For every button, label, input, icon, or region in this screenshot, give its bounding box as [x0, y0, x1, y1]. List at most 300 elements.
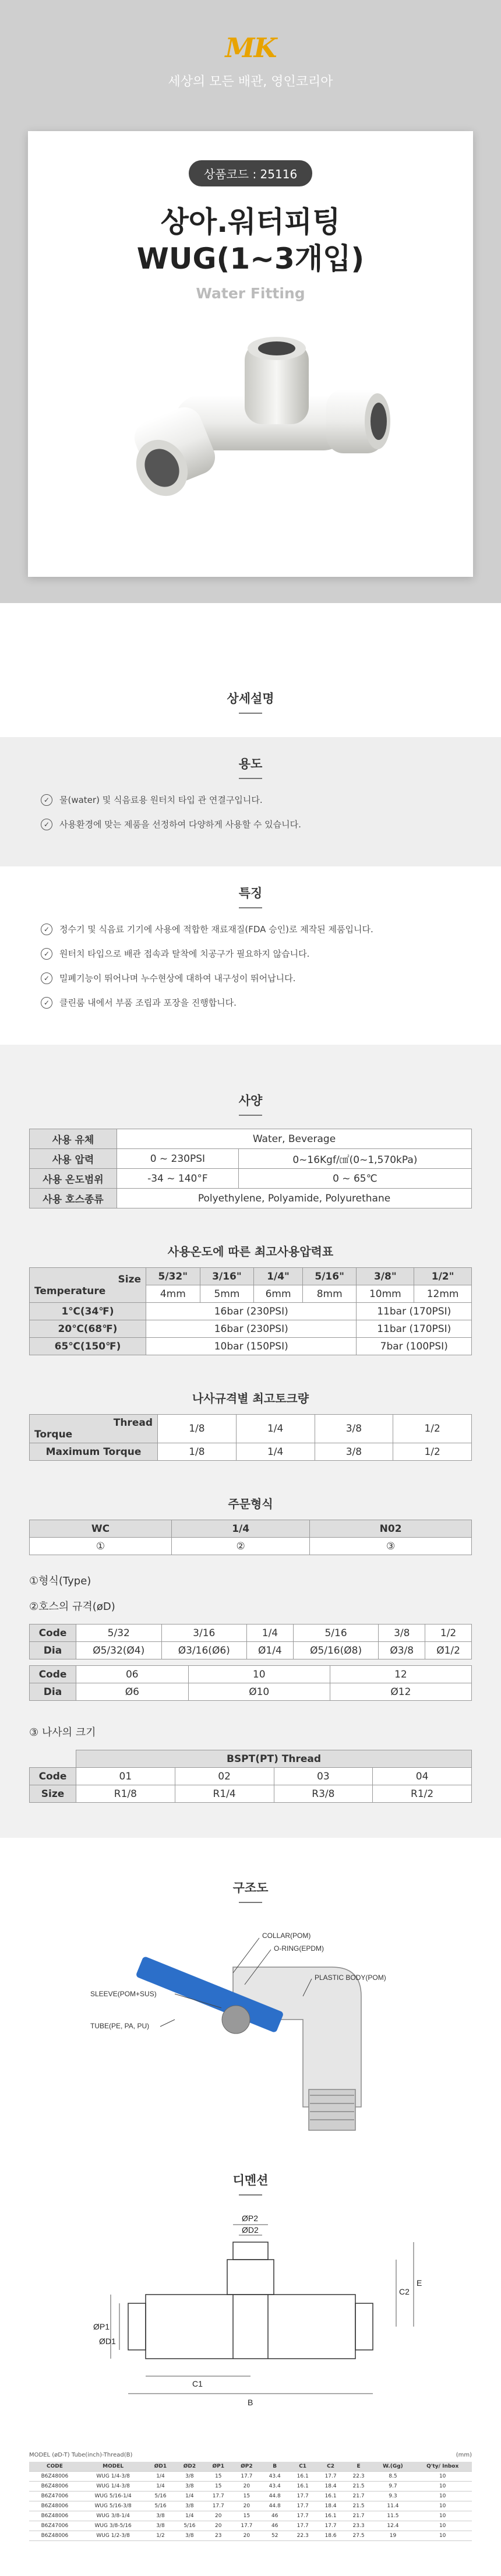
table-cell: 10: [413, 2531, 472, 2541]
pressure-cell: 11bar (170PSI): [357, 1303, 472, 1320]
table-cell: WUG 5/16-1/4: [80, 2492, 146, 2501]
table-cell: 19: [373, 2531, 414, 2541]
dim-label-e: E: [417, 2278, 422, 2288]
pressure-cell: 10bar (150PSI): [146, 1338, 357, 1355]
hose-code: 3/16: [161, 1624, 247, 1642]
heading-divider: [239, 907, 262, 908]
structure-diagram: [58, 1915, 443, 2148]
table-cell: 21.5: [345, 2482, 373, 2492]
hero-section: [0, 0, 501, 603]
table-cell: 46: [261, 2511, 289, 2521]
product-subtitle: Water Fitting: [196, 285, 305, 302]
hose-code: 1/2: [425, 1624, 472, 1642]
table-row: [30, 1624, 472, 1642]
size-mm: 6mm: [254, 1285, 303, 1303]
torque-block: [0, 1389, 501, 1461]
hose-dia: Ø5/16(Ø8): [293, 1642, 379, 1659]
table-cell: 17.7: [204, 2492, 232, 2501]
table-cell: 11.4: [373, 2501, 414, 2511]
order-mark: ③: [310, 1538, 472, 1555]
table-row: [30, 1129, 472, 1149]
column-header: C1: [289, 2462, 317, 2472]
table-row: [30, 1538, 472, 1555]
table-cell: 27.5: [345, 2531, 373, 2541]
brand-slogan: 세상의 모든 배관, 영인코리아: [168, 75, 333, 89]
size-mm: 4mm: [146, 1285, 200, 1303]
table-row: [30, 1303, 472, 1320]
list-item-text: 원터치 타입으로 배관 접속과 탈착에 치공구가 필요하지 않습니다.: [59, 949, 310, 959]
table-cell: 9.7: [373, 2482, 414, 2492]
table-cell: 5/16: [175, 2521, 204, 2531]
table-cell: 18.4: [317, 2501, 345, 2511]
spec-value: 0 ~ 65℃: [238, 1169, 471, 1189]
table-row: [29, 2521, 472, 2531]
column-header: ØP1: [204, 2462, 232, 2472]
dim-label-p2: ØP2: [242, 2214, 259, 2223]
table-cell: B6Z48006: [29, 2531, 80, 2541]
product-image: [99, 325, 402, 517]
detail-heading: [0, 689, 501, 714]
order-col: 1/4: [172, 1520, 310, 1538]
list-item: [41, 997, 460, 1009]
table-row: [30, 1189, 472, 1208]
temp-label: Temperature: [34, 1285, 106, 1297]
product-code-badge: 상품코드 : 25116: [189, 160, 312, 186]
table-cell: 20: [232, 2482, 261, 2492]
label-oring: O-RING(EPDM): [274, 1944, 324, 1953]
order-mark: ①: [30, 1538, 172, 1555]
blank-cell: [30, 1750, 76, 1768]
screw-code-label: Code: [30, 1768, 76, 1785]
hose-code: 5/32: [76, 1624, 162, 1642]
spec-section: [0, 1045, 501, 1838]
max-torque-label: Maximum Torque: [30, 1443, 158, 1461]
thread-cell: 1/8: [158, 1415, 237, 1443]
thread-cell: 1/4: [236, 1415, 315, 1443]
column-header: CODE: [29, 2462, 80, 2472]
dim-label-d1: ØD1: [99, 2337, 116, 2346]
hose-dia-label: Dia: [30, 1642, 76, 1659]
hose-code: 3/8: [379, 1624, 425, 1642]
size-mm: 10mm: [357, 1285, 414, 1303]
spec-label: 사용 온도범위: [30, 1169, 117, 1189]
screw-code: 01: [76, 1768, 175, 1785]
dimension-caption-text: MODEL (øD-T) Tube(inch)-Thread(B): [29, 2452, 133, 2458]
heading-divider: [239, 778, 262, 779]
check-icon: ✓: [41, 819, 52, 830]
table-cell: 8.5: [373, 2472, 414, 2482]
size-inch: 5/16": [302, 1268, 357, 1285]
table-row: [29, 2482, 472, 2492]
pressure-heading: 사용온도에 따른 최고사용압력표: [167, 1245, 334, 1259]
table-cell: 15: [232, 2511, 261, 2521]
table-cell: 1/4: [175, 2511, 204, 2521]
hose-dia: Ø1/2: [425, 1642, 472, 1659]
list-item-text: 밀폐기능이 뛰어나며 누수현상에 대하여 내구성이 뛰어납니다.: [59, 973, 296, 984]
order-heading: 주문형식: [228, 1497, 273, 1511]
table-cell: 18.4: [317, 2482, 345, 2492]
table-cell: B6Z48006: [29, 2501, 80, 2511]
column-header: W.(Gg): [373, 2462, 414, 2472]
spec-value: Polyethylene, Polyamide, Polyurethane: [117, 1189, 472, 1208]
column-header: Q'ty/ Inbox: [413, 2462, 472, 2472]
list-item: [41, 972, 460, 984]
product-title: [28, 204, 473, 277]
order-table: [29, 1520, 472, 1555]
table-row: [29, 2472, 472, 2482]
features-box: [0, 866, 501, 1045]
table-cell: WUG 1/4-3/8: [80, 2472, 146, 2482]
table-row: [30, 1169, 472, 1189]
torque-cell: 1/2: [393, 1443, 472, 1461]
table-row: [30, 1785, 472, 1803]
table-cell: 10: [413, 2492, 472, 2501]
table-cell: 22.3: [289, 2531, 317, 2541]
dim-label-p1: ØP1: [93, 2322, 110, 2331]
table-cell: 3/8: [146, 2521, 175, 2531]
table-cell: 17.7: [232, 2472, 261, 2482]
hose-dia: Ø1/4: [247, 1642, 294, 1659]
spec-value: 0 ~ 230PSI: [117, 1149, 239, 1169]
hose-code: 1/4: [247, 1624, 294, 1642]
table-cell: 20: [204, 2521, 232, 2531]
table-cell: 1/4: [175, 2492, 204, 2501]
spec-block: [0, 1091, 501, 1208]
structure-section: [0, 1838, 501, 2576]
thread-cell: 3/8: [315, 1415, 393, 1443]
hose-code: 5/16: [293, 1624, 379, 1642]
list-item-text: 물(water) 및 식음료용 원터치 타입 관 연결구입니다.: [59, 795, 263, 805]
table-cell: WUG 3/8-1/4: [80, 2511, 146, 2521]
spec-heading: [0, 1091, 501, 1116]
table-cell: B6Z48006: [29, 2511, 80, 2521]
check-icon: ✓: [41, 948, 52, 960]
table-cell: 17.7: [289, 2501, 317, 2511]
table-cell: 17.7: [317, 2521, 345, 2531]
table-cell: 3/8: [175, 2501, 204, 2511]
spec-table: [29, 1129, 472, 1208]
column-header: B: [261, 2462, 289, 2472]
spec-label: 사용 압력: [30, 1149, 117, 1169]
column-header: MODEL: [80, 2462, 146, 2472]
table-cell: 43.4: [261, 2472, 289, 2482]
footer-spacer: [0, 2541, 501, 2576]
list-item: [41, 948, 460, 960]
temp-cell: 1℃(34℉): [30, 1303, 146, 1320]
order-col: WC: [30, 1520, 172, 1538]
screw-code: 04: [373, 1768, 472, 1785]
list-item: [41, 794, 460, 806]
size-mm: 5mm: [200, 1285, 254, 1303]
table-cell: 22.3: [345, 2472, 373, 2482]
table-cell: WUG 1/4-3/8: [80, 2482, 146, 2492]
list-item: [41, 924, 460, 935]
table-row: [30, 1520, 472, 1538]
dimension-caption: [29, 2452, 472, 2458]
table-cell: 5/16: [146, 2501, 175, 2511]
table-cell: WUG 1/2-3/8: [80, 2531, 146, 2541]
table-cell: 1/4: [146, 2472, 175, 2482]
screw-code: 03: [274, 1768, 373, 1785]
column-header: ØD2: [175, 2462, 204, 2472]
pressure-cell: 16bar (230PSI): [146, 1320, 357, 1338]
list-item-text: 정수기 및 식음료 기기에 사용에 적합한 재료재질(FDA 승인)로 제작된 제품입니다.: [59, 924, 373, 935]
table-cell: 12.4: [373, 2521, 414, 2531]
table-cell: 17.7: [289, 2511, 317, 2521]
screw-table: [29, 1750, 472, 1803]
table-cell: 3/8: [175, 2531, 204, 2541]
dimension-unit: (mm): [456, 2452, 472, 2458]
dim-label-c1: C1: [192, 2379, 203, 2388]
table-cell: 21.7: [345, 2492, 373, 2501]
features-heading: [0, 884, 501, 908]
table-cell: 17.7: [289, 2521, 317, 2531]
table-cell: 10: [413, 2511, 472, 2521]
thread-title: BSPT(PT) Thread: [76, 1750, 472, 1768]
table-row: [30, 1415, 472, 1443]
heading-divider: [239, 713, 262, 714]
check-icon: ✓: [41, 924, 52, 935]
column-header: C2: [317, 2462, 345, 2472]
table-cell: B6Z48006: [29, 2472, 80, 2482]
spec-value: -34 ~ 140°F: [117, 1169, 239, 1189]
table-row: [30, 1338, 472, 1355]
label-body: PLASTIC BODY(POM): [315, 1974, 386, 1982]
hose-code-label: Code: [30, 1624, 76, 1642]
table-cell: 44.8: [261, 2501, 289, 2511]
table-cell: 44.8: [261, 2492, 289, 2501]
screw-label: ③ 나사의 크기: [29, 1726, 96, 1739]
table-cell: 15: [204, 2482, 232, 2492]
hose-dia: Ø3/8: [379, 1642, 425, 1659]
table-cell: 10: [413, 2521, 472, 2531]
heading-divider: [239, 1115, 262, 1116]
table-row: [29, 2492, 472, 2501]
dimension-heading-text: 디멘션: [232, 2173, 269, 2187]
table-cell: B6Z47006: [29, 2521, 80, 2531]
label-tube: TUBE(PE, PA, PU): [90, 2022, 150, 2030]
structure-heading-text: 구조도: [232, 1881, 269, 1895]
size-inch: 3/16": [200, 1268, 254, 1285]
screw-size-label: Size: [30, 1785, 76, 1803]
hose-code: 10: [188, 1666, 330, 1683]
heading-divider: [239, 1902, 262, 1903]
hose-code: 06: [76, 1666, 189, 1683]
size-mm: 12mm: [414, 1285, 472, 1303]
heading-divider: [239, 2194, 262, 2196]
table-cell: 10: [413, 2482, 472, 2492]
table-row: [30, 1149, 472, 1169]
table-cell: 16.1: [289, 2472, 317, 2482]
table-cell: 10: [413, 2501, 472, 2511]
label-sleeve: SLEEVE(POM+SUS): [90, 1990, 157, 1998]
brand-header: [0, 0, 501, 90]
hose-table-2: [29, 1665, 472, 1701]
dimension-heading: [0, 2171, 501, 2196]
table-cell: 23.3: [345, 2521, 373, 2531]
spec-value: Water, Beverage: [117, 1129, 472, 1149]
table-cell: 17.7: [317, 2472, 345, 2482]
table-row: [30, 1320, 472, 1338]
screw-size: R1/4: [175, 1785, 274, 1803]
detail-section: [0, 603, 501, 1045]
pressure-cell: 11bar (170PSI): [357, 1320, 472, 1338]
table-cell: 17.7: [232, 2521, 261, 2531]
size-inch: 1/2": [414, 1268, 472, 1285]
table-row: [30, 1268, 472, 1285]
torque-heading: 나사규격별 최고토크량: [192, 1391, 309, 1405]
table-row: [29, 2511, 472, 2521]
table-cell: B6Z47006: [29, 2492, 80, 2501]
thread-label: Thread: [113, 1417, 153, 1429]
table-cell: 20: [232, 2531, 261, 2541]
table-row: [30, 1750, 472, 1768]
size-inch: 5/32": [146, 1268, 200, 1285]
size-inch: 3/8": [357, 1268, 414, 1285]
order-mark: ②: [172, 1538, 310, 1555]
features-heading-text: 특징: [238, 886, 263, 900]
detail-heading-text: 상세설명: [227, 692, 274, 706]
torque-table: [29, 1414, 472, 1461]
table-cell: 16.1: [289, 2482, 317, 2492]
table-cell: 20: [204, 2511, 232, 2521]
table-cell: 10: [413, 2472, 472, 2482]
column-header: ØP2: [232, 2462, 261, 2472]
column-header: E: [345, 2462, 373, 2472]
thread-cell: 1/2: [393, 1415, 472, 1443]
table-row: [30, 1443, 472, 1461]
features-list: [41, 924, 460, 1009]
table-cell: 11.5: [373, 2511, 414, 2521]
table-cell: 1/2: [146, 2531, 175, 2541]
size-temp-header: [30, 1268, 146, 1303]
table-row: [29, 2501, 472, 2511]
table-cell: 17.7: [289, 2492, 317, 2501]
table-cell: 15: [232, 2492, 261, 2501]
table-cell: 16.1: [317, 2511, 345, 2521]
brand-logo: MK: [225, 32, 276, 64]
hose-code: 12: [330, 1666, 471, 1683]
temp-cell: 65℃(150℉): [30, 1338, 146, 1355]
table-row: [30, 1683, 472, 1701]
dim-label-c2: C2: [399, 2287, 410, 2296]
dimension-drawing: [58, 2207, 443, 2452]
pressure-block: [0, 1242, 501, 1355]
torque-label: Torque: [34, 1429, 73, 1440]
table-cell: 16.1: [317, 2492, 345, 2501]
product-title-line1: 상아.워터피팅: [160, 205, 341, 239]
table-row: [30, 1642, 472, 1659]
table-cell: 23: [204, 2531, 232, 2541]
usage-box: [0, 737, 501, 866]
table-cell: 52: [261, 2531, 289, 2541]
thread-torque-header: [30, 1415, 158, 1443]
check-icon: ✓: [41, 794, 52, 806]
temp-cell: 20℃(68℉): [30, 1320, 146, 1338]
product-title-line2: WUG(1~3개입): [136, 241, 365, 276]
size-mm: 8mm: [302, 1285, 357, 1303]
hose-dia-label: Dia: [30, 1683, 76, 1701]
table-cell: B6Z48006: [29, 2482, 80, 2492]
table-cell: 20: [232, 2501, 261, 2511]
table-cell: 3/8: [175, 2482, 204, 2492]
hose-label: ②호스의 규격(øD): [29, 1601, 115, 1613]
check-icon: ✓: [41, 997, 52, 1009]
list-item-text: 클린룸 내에서 부품 조립과 포장을 진행합니다.: [59, 998, 237, 1008]
torque-cell: 1/8: [158, 1443, 237, 1461]
screw-size: R1/8: [76, 1785, 175, 1803]
table-cell: 3/8: [175, 2472, 204, 2482]
table-cell: 21.7: [345, 2511, 373, 2521]
check-icon: ✓: [41, 972, 52, 984]
table-cell: 17.7: [204, 2501, 232, 2511]
torque-cell: 1/4: [236, 1443, 315, 1461]
pressure-table: [29, 1267, 472, 1355]
dim-label-b: B: [248, 2398, 253, 2407]
table-cell: 1/4: [146, 2482, 175, 2492]
table-cell: 18.6: [317, 2531, 345, 2541]
column-header: ØD1: [146, 2462, 175, 2472]
dim-label-d2: ØD2: [242, 2225, 259, 2235]
table-cell: 3/8: [146, 2511, 175, 2521]
order-block: [0, 1495, 501, 1555]
list-item: [41, 819, 460, 830]
spec-label: 사용 유체: [30, 1129, 117, 1149]
table-cell: WUG 3/8-5/16: [80, 2521, 146, 2531]
table-cell: 21.5: [345, 2501, 373, 2511]
list-item-text: 사용환경에 맞는 제품을 선정하여 다양하게 사용할 수 있습니다.: [59, 819, 301, 830]
table-row: [30, 1666, 472, 1683]
hose-code-label: Code: [30, 1666, 76, 1683]
table-cell: 15: [204, 2472, 232, 2482]
hose-table-1: [29, 1624, 472, 1659]
pressure-cell: 16bar (230PSI): [146, 1303, 357, 1320]
usage-list: [41, 794, 460, 830]
screw-size: R1/2: [373, 1785, 472, 1803]
structure-heading: [0, 1879, 501, 1903]
hose-dia: Ø5/32(Ø4): [76, 1642, 162, 1659]
table-cell: 46: [261, 2521, 289, 2531]
table-cell: WUG 5/16-3/8: [80, 2501, 146, 2511]
torque-cell: 3/8: [315, 1443, 393, 1461]
size-inch: 1/4": [254, 1268, 303, 1285]
hose-dia: Ø3/16(Ø6): [161, 1642, 247, 1659]
hose-dia: Ø6: [76, 1683, 189, 1701]
hose-dia: Ø12: [330, 1683, 471, 1701]
screw-code: 02: [175, 1768, 274, 1785]
table-row: [29, 2531, 472, 2541]
hose-dia: Ø10: [188, 1683, 330, 1701]
usage-heading-text: 용도: [238, 757, 263, 771]
spec-heading-text: 사양: [238, 1094, 263, 1108]
label-collar: COLLAR(POM): [262, 1932, 311, 1940]
order-col: N02: [310, 1520, 472, 1538]
usage-heading: [0, 755, 501, 779]
product-card: [28, 131, 473, 577]
table-cell: 43.4: [261, 2482, 289, 2492]
size-label: Size: [118, 1273, 141, 1285]
table-cell: 9.3: [373, 2492, 414, 2501]
spec-value: 0~16Kgf/㎠(0~1,570kPa): [238, 1149, 471, 1169]
pressure-cell: 7bar (100PSI): [357, 1338, 472, 1355]
table-row: [30, 1768, 472, 1785]
screw-size: R3/8: [274, 1785, 373, 1803]
dimension-table: [29, 2462, 472, 2541]
table-cell: 5/16: [146, 2492, 175, 2501]
table-header-row: [29, 2462, 472, 2472]
type-label: ①형식(Type): [29, 1575, 91, 1587]
spec-label: 사용 호스종류: [30, 1189, 117, 1208]
